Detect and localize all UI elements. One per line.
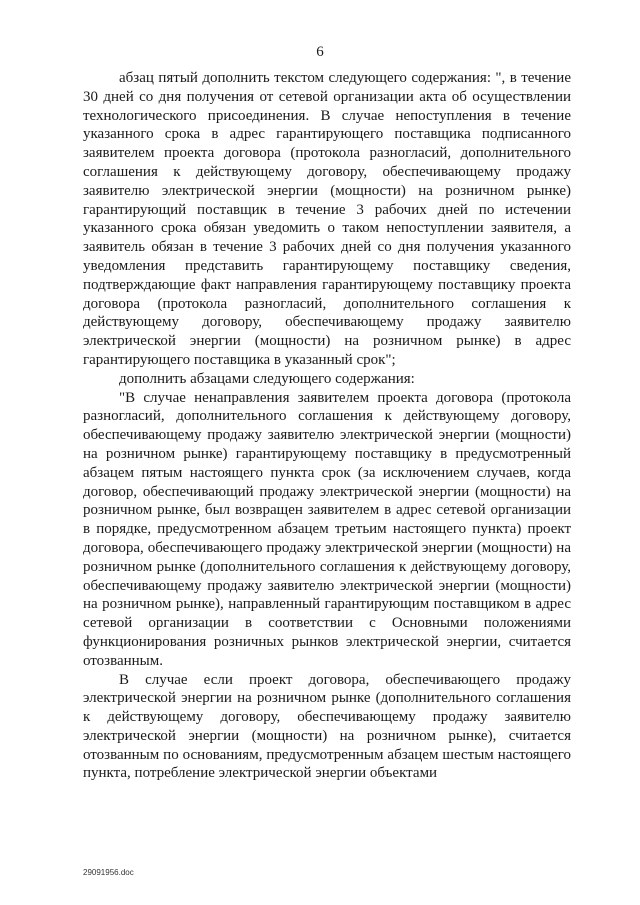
paragraph-add-intro: дополнить абзацами следующего содержания: [119, 370, 415, 387]
footer-filename: 29091956.doc [83, 868, 134, 877]
paragraph-withdrawn: В случае если проект договора, обеспечивающего продажу электрической энергии на розничном рынке (дополнительного соглашения к действующему договору, обеспечивающему продажу заявителю электрической энергии (мощности) на розничном рынке), считается отозванным по основаниям, предусмотренным абзацем шестым настоящего пункта, потребление электрической энергии объектами [83, 671, 571, 782]
document-body [83, 69, 571, 783]
paragraph-non-submission: "В случае ненаправления заявителем проекта договора (протокола разногласий, дополнительного соглашения к действующему договору, обеспечивающему продажу заявителю электрической энергии (мощности) на розничном рынке) гарантирующему поставщику в предусмотренный абзацем пятым настоящего пункта срок (за исключением случаев, когда договор, обеспечивающий продажу электрической энергии (мощности) на розничном рынке, был возвращен заявителем в адрес сетевой организации в порядке, предусмотренном абзацем третьим настоящего пункта) проект договора, обеспечивающего продажу электрической энергии (мощности) на розничном рынке (дополнительного соглашения к действующему договору, обеспечивающему продажу заявителю электрической энергии (мощности) на розничном рынке), направленный гарантирующим поставщиком в адрес сетевой организации в соответствии с Основными положениями функционирования розничных рынков электрической энергии, считается отозванным. [83, 389, 571, 669]
page-number: 6 [316, 44, 324, 60]
paragraph-amend-fifth: абзац пятый дополнить текстом следующего содержания: ", в течение 30 дней со дня получения от сетевой организации акта об осуществлении технологического присоединения. В случае непоступления в течение указанного срока в адрес гарантирующего поставщика подписанного заявителем проекта договора (протокола разногласий, дополнительного соглашения к действующему договору, обеспечивающему продажу заявителю электрической энергии (мощности) на розничном рынке) гарантирующий поставщик в течение 3 рабочих дней по истечении указанного срока обязан уведомить о таком непоступлении заявителя, а заявитель обязан в течение 3 рабочих дней со дня получения указанного уведомления представить гарантирующему поставщику сведения, подтверждающие факт направления гарантирующему поставщику проекта договора (протокола разногласий, дополнительного соглашения к действующему договору, обеспечивающему продажу заявителю электрической энергии (мощности) на розничном рынке) в адрес гарантирующего поставщика в указанный срок"; [83, 70, 571, 368]
